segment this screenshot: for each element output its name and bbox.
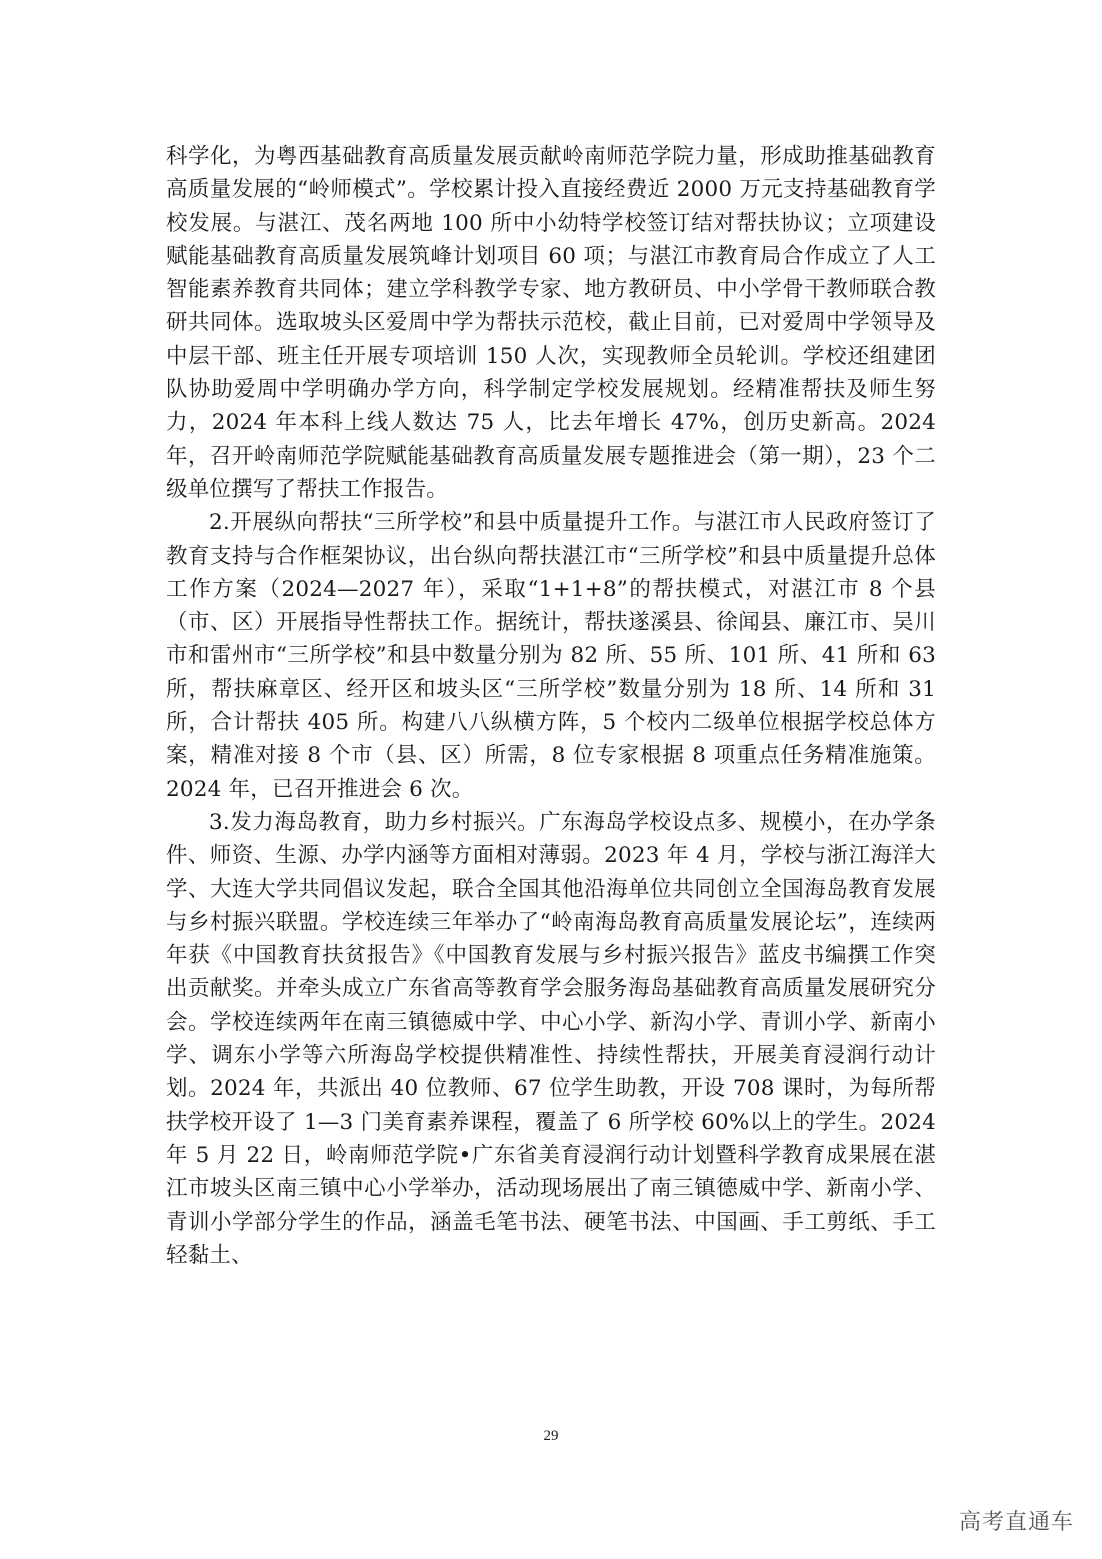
paragraph-2: 2.开展纵向帮扶“三所学校”和县中质量提升工作。与湛江市人民政府签订了教育支持与合作框架协议，出台纵向帮扶湛江市“三所学校”和县中质量提升总体工作方案（2024—2027 年），采取“1+1+8”的帮扶模式，对湛江市 8 个县（市、区）开展指导性帮扶工作。据统计，帮扶遂溪县、徐闻县、廉江市、吴川市和雷州市“三所学校”和县中数量分别为 82 所、55 所、101 所、41 所和 63 所，帮扶麻章区、经开区和坡头区“三所学校”数量分别为 18 所、14 所和 31 所，合计帮扶 405 所。构建八八纵横方阵，5 个校内二级单位根据学校总体方案，精准对接 8 个市（县、区）所需，8 位专家根据 8 项重点任务精准施策。2024 年，已召开推进会 6 次。 bbox=[166, 510, 936, 802]
paragraph-1: 科学化，为粤西基础教育高质量发展贡献岭南师范学院力量，形成助推基础教育高质量发展的“岭师模式”。学校累计投入直接经费近 2000 万元支持基础教育学校发展。与湛江、茂名两地 100 所中小幼特学校签订结对帮扶协议；立项建设赋能基础教育高质量发展筑峰计划项目 60 项；与湛江市教育局合作成立了人工智能素养教育共同体；建立学科教学专家、地方教研员、中小学骨干教师联合教研共同体。选取坡头区爱周中学为帮扶示范校，截止目前，已对爱周中学领导及中层干部、班主任开展专项培训 150 人次，实现教师全员轮训。学校还组建团队协助爱周中学明确办学方向，科学制定学校发展规划。经精准帮扶及师生努力，2024 年本科上线人数达 75 人，比去年增长 47%，创历史新高。2024 年，召开岭南师范学院赋能基础教育高质量发展专题推进会（第一期），23 个二级单位撰写了帮扶工作报告。 bbox=[166, 144, 936, 502]
page-number: 29 bbox=[543, 1428, 559, 1444]
paragraph-3: 3.发力海岛教育，助力乡村振兴。广东海岛学校设点多、规模小，在办学条件、师资、生源、办学内涵等方面相对薄弱。2023 年 4 月，学校与浙江海洋大学、大连大学共同倡议发起，联合全国其他沿海单位共同创立全国海岛教育发展与乡村振兴联盟。学校连续三年举办了“岭南海岛教育高质量发展论坛”，连续两年获《中国教育扶贫报告》《中国教育发展与乡村振兴报告》蓝皮书编撰工作突出贡献奖。并牵头成立广东省高等教育学会服务海岛基础教育高质量发展研究分会。学校连续两年在南三镇德威中学、中心小学、新沟小学、青训小学、新南小学、调东小学等六所海岛学校提供精准性、持续性帮扶，开展美育浸润行动计划。2024 年，共派出 40 位教师、67 位学生助教，开设 708 课时，为每所帮扶学校开设了 1—3 门美育素养课程，覆盖了 6 所学校 60%以上的学生。2024 年 5 月 22 日，岭南师范学院•广东省美育浸润行动计划暨科学教育成果展在湛江市坡头区南三镇中心小学举办，活动现场展出了南三镇德威中学、新南小学、青训小学部分学生的作品，涵盖毛笔书法、硬笔书法、中国画、手工剪纸、手工轻黏土、 bbox=[166, 809, 936, 1268]
watermark: 高考直通车 bbox=[958, 1510, 1074, 1535]
body-text bbox=[166, 140, 936, 1272]
